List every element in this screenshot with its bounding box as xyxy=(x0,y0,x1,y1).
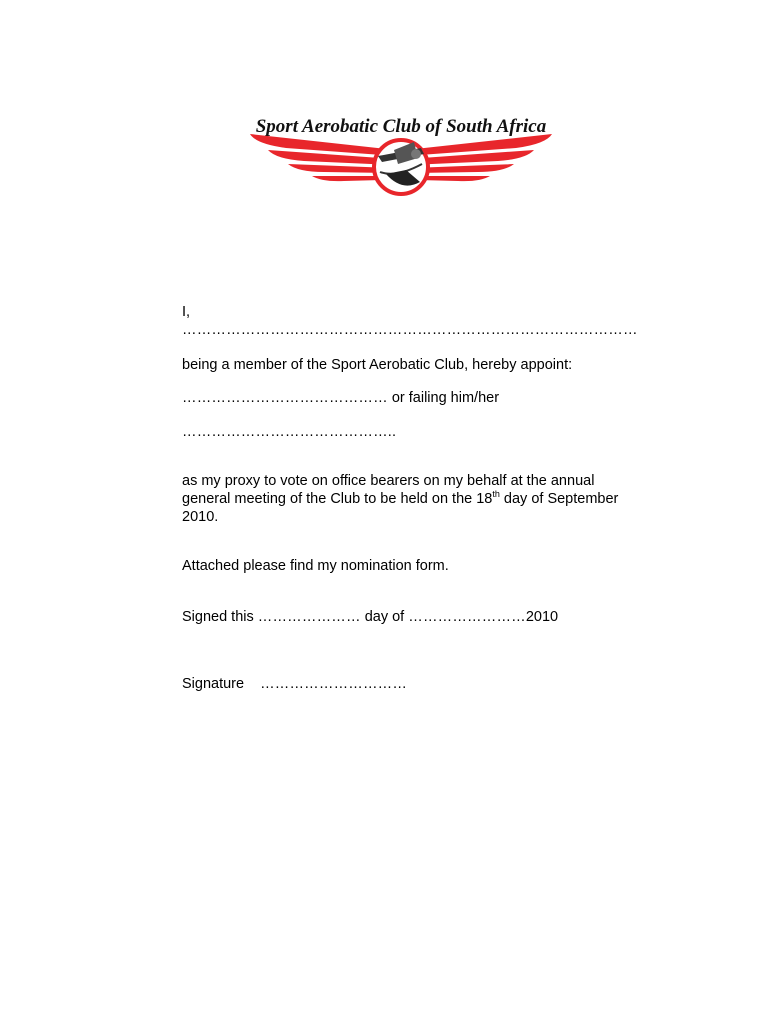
attached-note: Attached please find my nomination form. xyxy=(182,558,449,574)
ordinal-suffix: th xyxy=(492,489,500,499)
proxy-paragraph-line1: as my proxy to vote on office bearers on my behalf at the annual xyxy=(182,473,595,489)
proxy-line xyxy=(182,389,499,407)
signed-year: 2010 xyxy=(525,609,559,625)
alternate-proxy-field[interactable]: …………………………………….. xyxy=(182,424,397,440)
signature-line xyxy=(182,675,407,693)
signed-label: Signed this xyxy=(182,609,258,625)
signed-line xyxy=(182,608,558,626)
signature-field[interactable]: ………………………… xyxy=(260,676,408,692)
signature-label: Signature xyxy=(182,676,245,692)
logo-title: Sport Aerobatic Club of South Africa xyxy=(255,116,547,137)
signed-day-field[interactable]: ………………… xyxy=(257,609,361,625)
meeting-month-text: day of September xyxy=(499,491,619,507)
club-logo xyxy=(246,112,556,200)
appoint-statement: being a member of the Sport Aerobatic Club, hereby appoint: xyxy=(182,357,573,373)
winged-globe-emblem xyxy=(246,112,556,200)
name-label: I, xyxy=(182,304,191,320)
signed-month-field[interactable]: …………………… xyxy=(408,609,526,625)
proxy-paragraph-line3: 2010. xyxy=(182,509,219,525)
failing-label: or failing him/her xyxy=(387,390,500,406)
meeting-date-text: general meeting of the Club to be held on the 18 xyxy=(182,491,493,507)
day-of-label: day of xyxy=(360,609,409,625)
proxy-paragraph-line2 xyxy=(182,490,618,508)
member-name-field[interactable]: ………………………………………………………………………………… xyxy=(182,322,638,338)
proxy-name-field[interactable]: …………………………………… xyxy=(182,390,388,406)
